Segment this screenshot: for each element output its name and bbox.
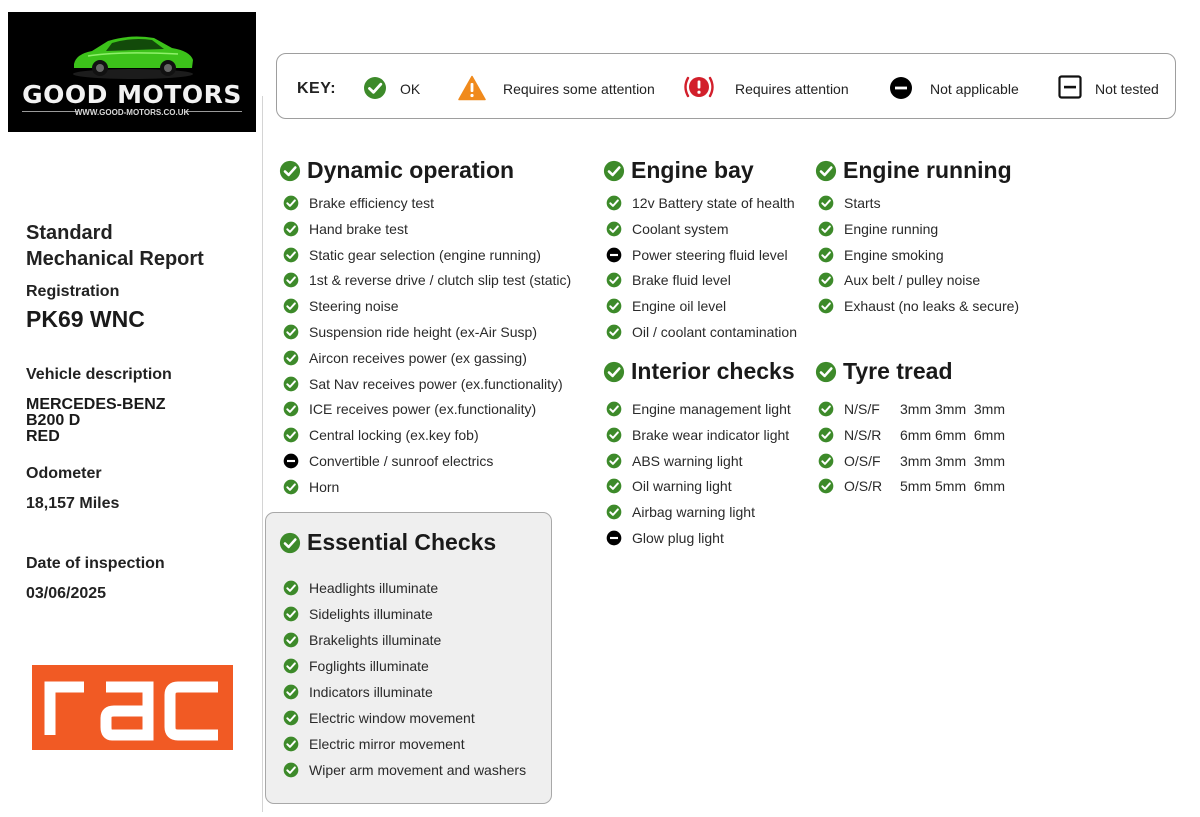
interior-item — [606, 476, 732, 496]
tyre-item — [818, 399, 880, 419]
item-label: O/S/R — [844, 478, 883, 495]
check-circle-icon — [818, 298, 834, 314]
check-circle-icon — [283, 580, 299, 596]
item-label: Engine smoking — [844, 246, 944, 263]
dynamic-item — [283, 193, 434, 213]
check-circle-icon — [818, 221, 834, 237]
item-label: N/S/R — [844, 426, 882, 443]
check-circle-icon — [818, 247, 834, 263]
dynamic-item — [283, 399, 536, 419]
check-circle-icon — [283, 710, 299, 726]
check-circle-icon — [606, 298, 622, 314]
essential-item — [283, 578, 438, 598]
item-label: Sidelights illuminate — [309, 606, 433, 622]
engine-bay-item — [606, 219, 728, 239]
check-circle-icon — [818, 272, 834, 288]
rac-wordmark — [32, 665, 233, 750]
item-label: Wiper arm movement and washers — [309, 762, 527, 778]
engine-running-header — [815, 157, 1012, 184]
item-label: Aircon receives power (ex gassing) — [309, 349, 527, 366]
check-circle-icon — [283, 658, 299, 674]
dynamic-item — [283, 348, 527, 368]
item-label: 12v Battery state of health — [632, 195, 795, 211]
vehicle-description — [26, 397, 166, 445]
check-circle-icon — [606, 324, 622, 340]
report-title — [26, 220, 204, 272]
odometer-label: Odometer — [26, 465, 102, 482]
item-label: Engine management light — [632, 401, 791, 417]
dynamic-item — [283, 322, 537, 342]
item-label: Suspension ride height (ex-Air Susp) — [309, 324, 538, 340]
dynamic-operation-header — [279, 157, 514, 184]
check-circle-icon — [283, 427, 299, 443]
dynamic-item — [283, 270, 571, 290]
engine-running-item — [818, 193, 881, 213]
check-circle-icon — [283, 762, 299, 778]
minus-circle-icon — [606, 247, 622, 263]
vehicle-model: B200 D — [26, 412, 81, 429]
engine-running-item — [818, 296, 1019, 316]
item-label: Engine running — [844, 220, 939, 237]
minus-circle-icon — [889, 76, 913, 100]
dynamic-operation-title: Dynamic operation — [307, 157, 515, 183]
item-label: Electric window movement — [309, 710, 475, 726]
check-circle-icon — [606, 427, 622, 443]
check-circle-icon — [363, 76, 387, 100]
item-label: Starts — [844, 195, 881, 211]
essential-checks-header — [279, 529, 496, 556]
check-circle-icon — [606, 195, 622, 211]
engine-bay-item — [606, 270, 731, 290]
car-icon — [68, 24, 198, 80]
dynamic-item — [283, 219, 408, 239]
check-circle-icon — [606, 478, 622, 494]
item-label: Foglights illuminate — [309, 658, 429, 674]
tyre-item — [818, 476, 882, 496]
item-label: Glow plug light — [632, 530, 724, 546]
engine-running-item — [818, 245, 944, 265]
dynamic-item — [283, 451, 493, 471]
item-label: Sat Nav receives power (ex.functionality) — [309, 375, 563, 392]
item-label: Engine oil level — [632, 298, 727, 315]
key-legend — [276, 53, 1176, 119]
registration-value: PK69 WNC — [26, 306, 145, 332]
key-ok-text: OK — [400, 81, 421, 97]
item-label: Electric mirror movement — [309, 736, 465, 752]
inspection-date-label: Date of inspection — [26, 555, 165, 572]
interior-item — [606, 399, 791, 419]
check-circle-icon — [818, 427, 834, 443]
essential-item — [283, 734, 465, 754]
essential-item — [283, 630, 441, 650]
check-circle-icon — [603, 160, 625, 182]
item-label: 1st & reverse drive / clutch slip test (static) — [309, 272, 572, 289]
item-label: Steering noise — [309, 298, 399, 315]
interior-item — [606, 528, 724, 548]
item-label: Oil warning light — [632, 478, 732, 495]
engine-running-item — [818, 219, 938, 239]
check-circle-icon — [818, 453, 834, 469]
item-label: Coolant system — [632, 220, 729, 237]
check-circle-icon — [279, 532, 301, 554]
check-circle-icon — [283, 350, 299, 366]
check-circle-icon — [603, 361, 625, 383]
engine-bay-item — [606, 296, 726, 316]
interior-checks-header — [603, 358, 795, 385]
check-circle-icon — [283, 401, 299, 417]
check-circle-icon — [283, 221, 299, 237]
vehicle-color: RED — [26, 428, 60, 445]
essential-item — [283, 682, 433, 702]
engine-bay-item — [606, 245, 788, 265]
vertical-divider — [262, 96, 263, 812]
check-circle-icon — [283, 247, 299, 263]
rac-logo — [32, 665, 233, 750]
interior-item — [606, 425, 789, 445]
minus-circle-icon — [283, 453, 299, 469]
item-label: Static gear selection (engine running) — [309, 246, 541, 263]
item-label: Brakelights illuminate — [309, 632, 442, 648]
tyre-item — [818, 451, 881, 471]
item-label: Hand brake test — [309, 220, 408, 237]
vehicle-make: MERCEDES-BENZ — [26, 396, 166, 413]
tyre-item — [818, 425, 881, 445]
report-title-line2: Mechanical Report — [26, 248, 204, 270]
dynamic-item — [283, 425, 479, 445]
alert-circle-icon — [683, 74, 715, 100]
check-circle-icon — [283, 376, 299, 392]
essential-item — [283, 656, 429, 676]
minus-circle-icon — [606, 530, 622, 546]
key-some-attention-text: Requires some attention — [503, 81, 655, 97]
check-circle-icon — [606, 401, 622, 417]
check-circle-icon — [283, 479, 299, 495]
engine-bay-item — [606, 322, 797, 342]
item-label: Headlights illuminate — [309, 580, 439, 596]
check-circle-icon — [283, 324, 299, 340]
essential-item — [283, 760, 526, 780]
check-circle-icon — [283, 272, 299, 288]
dynamic-item — [283, 296, 399, 316]
check-circle-icon — [606, 221, 622, 237]
key-not-tested-text: Not tested — [1095, 81, 1159, 97]
tyre-tread-header — [815, 358, 953, 385]
check-circle-icon — [818, 401, 834, 417]
brand-url: WWW.GOOD-MOTORS.CO.UK — [74, 108, 190, 117]
item-label: ICE receives power (ex.functionality) — [309, 401, 537, 418]
check-circle-icon — [606, 272, 622, 288]
tread-depth-values: 5mm 5mm 6mm — [900, 478, 1005, 495]
check-circle-icon — [283, 684, 299, 700]
good-motors-logo — [8, 12, 256, 132]
check-circle-icon — [283, 298, 299, 314]
check-circle-icon — [815, 361, 837, 383]
check-circle-icon — [283, 632, 299, 648]
item-label: N/S/F — [844, 401, 880, 417]
tread-depth-values: 6mm 6mm 6mm — [900, 426, 1005, 443]
check-circle-icon — [818, 195, 834, 211]
engine-bay-item — [606, 193, 795, 213]
brand-name: GOOD MOTORS — [22, 80, 242, 109]
essential-checks-title: Essential Checks — [307, 529, 497, 555]
check-circle-icon — [283, 606, 299, 622]
inspection-date-value: 03/06/2025 — [26, 585, 107, 602]
item-label: ABS warning light — [632, 452, 743, 469]
key-not-applicable-text: Not applicable — [930, 81, 1019, 97]
item-label: Airbag warning light — [632, 504, 755, 521]
item-label: Horn — [309, 478, 340, 495]
check-circle-icon — [815, 160, 837, 182]
warning-triangle-icon — [458, 75, 486, 101]
item-label: Oil / coolant contamination — [632, 324, 797, 340]
item-label: Aux belt / pulley noise — [844, 272, 981, 289]
check-circle-icon — [818, 478, 834, 494]
item-label: Brake fluid level — [632, 272, 731, 289]
key-attention-text: Requires attention — [735, 81, 849, 97]
item-label: Brake wear indicator light — [632, 426, 790, 443]
interior-item — [606, 451, 743, 471]
essential-item — [283, 604, 433, 624]
tread-depth-values: 3mm 3mm 3mm — [900, 452, 1005, 469]
check-circle-icon — [606, 504, 622, 520]
item-label: Brake efficiency test — [309, 195, 435, 211]
interior-checks-title: Interior checks — [631, 358, 795, 384]
minus-square-icon — [1058, 75, 1082, 99]
dynamic-item — [283, 245, 541, 265]
tyre-tread-title: Tyre tread — [843, 358, 953, 384]
item-label: Indicators illuminate — [309, 684, 433, 700]
check-circle-icon — [279, 160, 301, 182]
engine-bay-header — [603, 157, 754, 184]
odometer-value: 18,157 Miles — [26, 495, 120, 512]
check-circle-icon — [606, 453, 622, 469]
tread-depth-values: 3mm 3mm 3mm — [900, 401, 1005, 417]
key-label: KEY: — [297, 80, 337, 97]
vehicle-label: Vehicle description — [26, 366, 172, 383]
registration-label: Registration — [26, 283, 120, 300]
item-label: Power steering fluid level — [632, 246, 788, 263]
item-label: Exhaust (no leaks & secure) — [844, 298, 1020, 315]
engine-bay-title: Engine bay — [631, 157, 754, 183]
item-label: O/S/F — [844, 452, 881, 469]
interior-item — [606, 502, 755, 522]
dynamic-item — [283, 374, 563, 394]
engine-running-item — [818, 270, 980, 290]
check-circle-icon — [283, 195, 299, 211]
engine-running-title: Engine running — [843, 157, 1012, 183]
dynamic-item — [283, 477, 339, 497]
report-title-line1: Standard — [26, 222, 113, 244]
check-circle-icon — [283, 736, 299, 752]
item-label: Convertible / sunroof electrics — [309, 453, 494, 469]
essential-item — [283, 708, 475, 728]
item-label: Central locking (ex.key fob) — [309, 427, 479, 444]
